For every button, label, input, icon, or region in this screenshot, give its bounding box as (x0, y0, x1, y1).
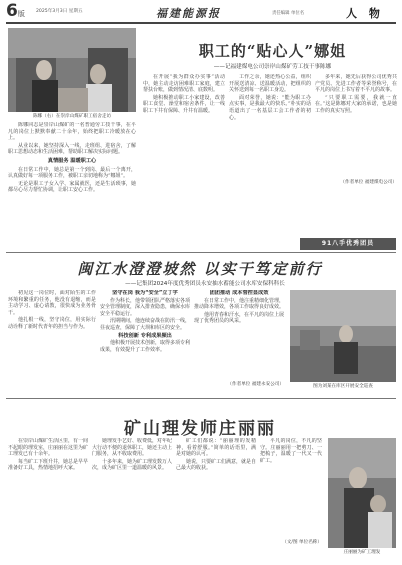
article3-col4 (260, 438, 322, 538)
article3-paragraph: 矿工们都说：“丽丽理的发精神，看着舒服。”简单的话语里，满是对她的认可。 (176, 438, 256, 458)
article1-section-heading: 真情服务 温暖职工心 (47, 157, 97, 164)
article1-paragraph: 从业以来，她坚持深入一线，走班组、进宿舍，了解职工思想动态和生活困难，帮助职工解决实际问题。 (8, 142, 136, 156)
article1-paragraph: 在日常工作中，她总是第一个到岗、最后一个离开，认真做好每一项服务工作，被职工亲切地称为“娜姐”。 (8, 166, 136, 180)
section-title: 人 物 (346, 7, 384, 20)
masthead: 福建能源报 (156, 7, 221, 20)
article3-paragraph: 每当矿工下班升井，她总是早早准备好工具，热情地招呼大家。 (8, 458, 88, 472)
article2-photo-caption: 图为刘某在库区开展安全巡查 (313, 384, 373, 389)
article2-author: （作者单位 福建永安公司） (227, 382, 284, 387)
article1-paragraph: 在开展“我为群众办实事”活动中，她主动走访困难职工家庭，建立帮扶台账，做到情况清、底数明。 (143, 74, 225, 94)
article2-section-heading: 团团推动 成本管控显成效 (209, 290, 269, 296)
article3-photo-caption: 庄丽丽为矿工理发 (343, 550, 381, 555)
article2-col1 (8, 290, 96, 390)
editor-line: 责任编辑 单位名 (272, 11, 305, 16)
date-line: 2025年3月3日 星期五 (36, 9, 83, 14)
article1-banner (300, 238, 396, 250)
page-number-suffix: 版 (17, 10, 25, 18)
article1-banner-text: 91八手优秀团员 (321, 240, 375, 247)
article2-paragraph: 他扎根一线，坚守岗位，用实际行动诠释了新时代青年的担当与作为。 (8, 317, 96, 330)
article3-author: （文/图 单位名称） (282, 540, 322, 545)
article1-col2 (143, 74, 225, 238)
article1-col4 (315, 74, 397, 178)
article2-paragraph: 汛期期间，他连续奋战在防汛一线，昼夜巡查，保障了大坝和库区的安全。 (100, 318, 190, 331)
article2-paragraph: 作为科长，他带领团队严格落实各项安全管理制度，深入排查隐患，确保水库安全平稳运行。 (100, 297, 190, 317)
article2-photo-image (290, 290, 396, 382)
article3-col3 (176, 438, 256, 560)
article2-paragraph: 在日常工作中，他注重精细化管理，推动降本增效，各项工作取得良好成效。 (194, 297, 284, 311)
article3-paragraph: 平凡的岗位，不凡的坚守。庄丽丽用一把剪刀、一把梳子，温暖了一代又一代矿工。 (260, 438, 322, 464)
article1-col3 (229, 74, 311, 238)
article3-paragraph: 在崇岸山煤矿生活区里，有一间不起眼的理发室，庄丽丽在这里为矿工理发已有十余年。 (8, 438, 88, 458)
article1-photo-caption: 陈娜（右）在崇岸山煤矿职工宿舍走访 (32, 114, 112, 119)
article1-paragraph: 多年来，她先后获得公司优秀共产党员、先进工作者等荣誉称号，在平凡的岗位上书写着不平凡的故事。 (315, 74, 397, 94)
article1-paragraph: 无论是职工子女入学、家属就医，还是生活琐事，她都尽心尽力帮忙协调，让职工安心工作。 (8, 180, 136, 194)
page-header (6, 2, 398, 24)
article1-photo (8, 28, 136, 112)
page-number (6, 2, 25, 23)
article1-col1 (8, 122, 136, 238)
divider-1 (6, 252, 396, 253)
article1-author: （作者单位 福建煤电公司） (340, 180, 397, 185)
header-rule (6, 22, 396, 24)
article2-paragraph: 他积极开展技术创新，取得多项专利成果，有效提升了工作效率。 (100, 340, 190, 353)
article2-paragraph: 初见这一岗位时，面对陌生的工作环境和繁重的任务，他没有退缩，而是主动学习、虚心请教，很快成为业务骨干。 (8, 290, 96, 316)
article1-paragraph: 面对荣誉，她说：“能为职工办点实事，是我最大的快乐。”朴实的话语道出了一名基层工会工作者的初心。 (229, 94, 311, 121)
article1-title: 职工的“贴心人”娜姐 (198, 42, 347, 60)
article1-paragraph: 陈娜同志是崇岸山煤矿的一名普通劳工技干事，在平凡的岗位上默默奉献二十余年，始终把职工冷暖放在心上。 (8, 122, 136, 142)
article1-paragraph: “只要职工需要，我就一直在。”这是陈娜对大家的承诺，也是她工作的真实写照。 (315, 94, 397, 114)
article2-col3 (194, 290, 284, 380)
article2-section-heading: 坚守在岗 我为“安全”立丁字 (112, 290, 178, 296)
article1-paragraph: 她积极推动职工小家建设，改善职工食堂、澡堂和宿舍条件，让一线职工下井有保障、升井有温暖。 (143, 94, 225, 114)
article3-photo-image (328, 438, 396, 548)
page-number-value: 6 (6, 1, 18, 21)
divider-2 (6, 398, 396, 399)
article3-paragraph: 她说，只要矿工们满意，就是自己最大的收获。 (176, 458, 256, 472)
article3-paragraph: 她理发手艺好、收费低，对年纪大行动不便的退休职工，她还主动上门服务，从不收取费用。 (92, 438, 172, 458)
article2-title: 闽江水澄澄坡然 以实干笃定前行 (77, 260, 323, 278)
article3-col1 (8, 438, 88, 560)
article1-subtitle: ——记福建煤电公司崇岸山煤矿劳工技干事陈娜 (213, 64, 332, 70)
article3-paragraph: 十多年来，她为矿工理发数万人次，成为矿区里一道温暖的风景。 (92, 458, 172, 472)
article1-paragraph: 工作之余，她还热心公益，组织开展送清凉、送温暖活动，把组织的关怀送到每一名职工身边。 (229, 74, 311, 94)
article2-col2 (100, 290, 190, 390)
article3-col2 (92, 438, 172, 560)
article2-section-heading: 科技创新 专利成果频出 (118, 332, 172, 339)
article2-subtitle: ——记集团2024年度优秀团员永安抽水蓄能公司水库安保科科长 (125, 281, 285, 287)
article1-photo-image (8, 28, 136, 112)
article3-photo (328, 438, 396, 548)
article2-photo (290, 290, 396, 382)
article2-paragraph: 他用青春和汗水，在平凡的岗位上展现了优秀团员的风采。 (194, 311, 284, 325)
article3-title: 矿山理发师庄丽丽 (124, 419, 276, 439)
